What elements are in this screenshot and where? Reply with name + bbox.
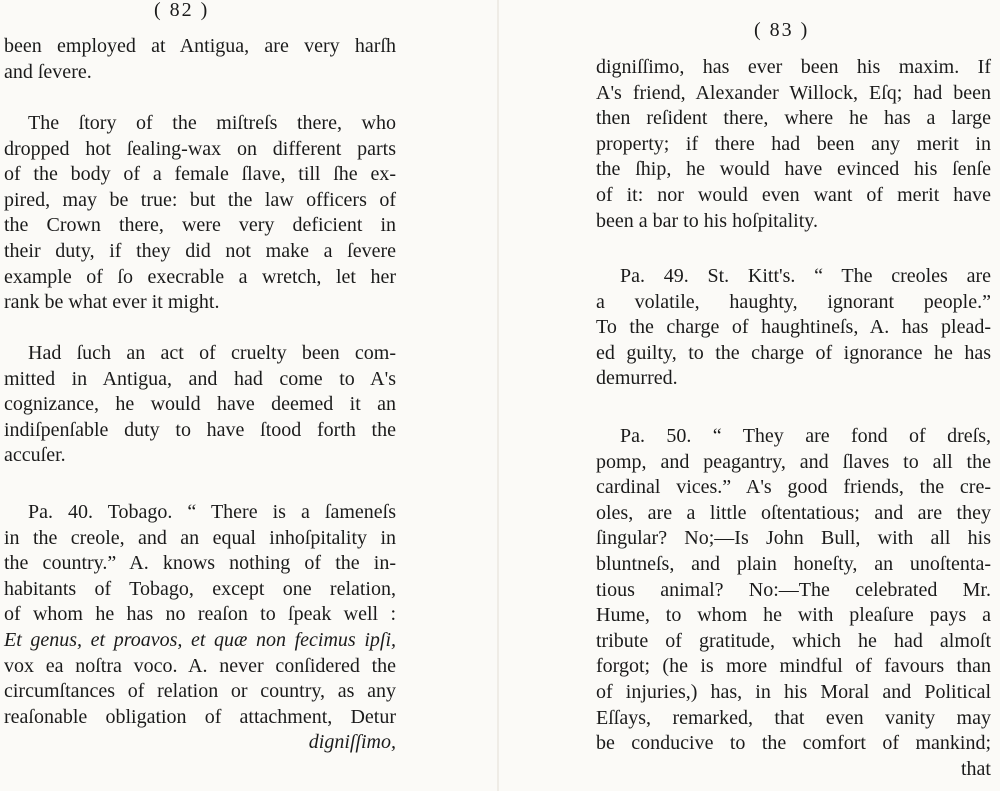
text-line: Eſſays, remarked, that even vanity may xyxy=(596,706,991,729)
text-line: and ſevere. xyxy=(4,60,92,83)
paragraph xyxy=(596,424,991,782)
text-line: that xyxy=(961,757,991,780)
text-line: reaſonable obligation of attachment, Detur xyxy=(4,705,396,728)
text-line: a volatile, haughty, ignorant people.” xyxy=(596,290,991,313)
text-line: ſingular? No;—Is John Bull, with all his xyxy=(596,527,991,550)
paragraph xyxy=(596,264,991,392)
text-line: tious animal? No:—The celebrated Mr. xyxy=(596,578,991,601)
page-number-left: ( 82 ) xyxy=(154,0,210,21)
text-line: Pa. 50. “ They are fond of dreſs, xyxy=(620,425,991,447)
text-line: Hume, to whom he with pleaſure pays a xyxy=(596,604,991,627)
text-line: of whom he has no reaſon to ſpeak well : xyxy=(4,603,396,626)
text-line: pired, may be true: but the law officers of xyxy=(4,188,396,211)
paragraph xyxy=(4,111,396,316)
text-line: digniſſimo, has ever been his maxim. If xyxy=(596,56,991,78)
paragraph xyxy=(596,55,991,234)
text-line: digniſſimo, xyxy=(308,731,396,754)
text-line: The ſtory of the miſtreſs there, who xyxy=(28,112,396,134)
text-line: pomp, and peagantry, and ſlaves to all the xyxy=(596,450,991,473)
text-line: Pa. 49. St. Kitt's. “ The creoles are xyxy=(620,265,991,287)
text-line: oles, are a little oſtentatious; and are they xyxy=(596,501,991,524)
text-line: of it: nor would even want of merit have xyxy=(596,183,991,206)
text-line: Pa. 40. Tobago. “ There is a ſameneſs xyxy=(28,501,396,523)
text-line: property; if there had been any merit in xyxy=(596,132,991,155)
text-line: tribute of gratitude, which he had almoſt xyxy=(596,629,991,652)
text-line: mitted in Antigua, and had come to A's xyxy=(4,367,396,390)
text-line: ed guilty, to the charge of ignorance he has xyxy=(596,341,991,364)
text-line: be conducive to the comfort of mankind; xyxy=(596,732,991,755)
paragraph xyxy=(4,341,396,469)
text-line: the country.” A. knows nothing of the in- xyxy=(4,552,396,575)
text-line: been employed at Antigua, are very harſh xyxy=(4,35,396,57)
text-line: in the creole, and an equal inhoſpitality in xyxy=(4,526,396,549)
paragraph xyxy=(4,34,396,85)
text-line: cognizance, he would have deemed it an xyxy=(4,393,396,416)
text-line: To the charge of haughtineſs, A. has plead- xyxy=(596,316,991,339)
text-line: of the body of a female ſlave, till ſhe ex- xyxy=(4,163,396,186)
text-line: of injuries,) has, in his Moral and Political xyxy=(596,680,991,703)
text-line: the ſhip, he would have evinced his ſenſe xyxy=(596,158,991,181)
book-gutter xyxy=(497,0,499,791)
text-line: bluntneſs, and plain honeſty, an unoſtenta- xyxy=(596,552,991,575)
text-line: accuſer. xyxy=(4,444,66,467)
text-line: cardinal vices.” A's good friends, the cre- xyxy=(596,476,991,499)
text-line: forgot; (he is more mindful of favours than xyxy=(596,655,991,678)
text-line: example of ſo execrable a wretch, let her xyxy=(4,265,396,288)
text-line: indiſpenſable duty to have ſtood forth the xyxy=(4,418,396,441)
text-line: Et genus, et proavos, et quæ non fecimus ipſi, xyxy=(4,628,396,651)
paragraph xyxy=(4,500,396,756)
text-line: A's friend, Alexander Willock, Eſq; had been xyxy=(596,81,991,104)
text-line: demurred. xyxy=(596,367,678,390)
text-line: been a bar to his hoſpitality. xyxy=(596,209,818,232)
text-line: habitants of Tobago, except one relation, xyxy=(4,577,396,600)
text-line: the Crown there, were very deficient in xyxy=(4,214,396,237)
page-number-right: ( 83 ) xyxy=(754,19,810,41)
text-line: circumſtances of relation or country, as any xyxy=(4,680,396,703)
text-line: Had ſuch an act of cruelty been com- xyxy=(28,342,396,364)
text-line: then reſident there, where he has a large xyxy=(596,107,991,130)
text-line: their duty, if they did not make a ſevere xyxy=(4,239,396,262)
text-line: rank be what ever it might. xyxy=(4,291,220,314)
text-line: vox ea noſtra voco. A. never conſidered the xyxy=(4,654,396,677)
text-line: dropped hot ſealing-wax on different parts xyxy=(4,137,396,160)
